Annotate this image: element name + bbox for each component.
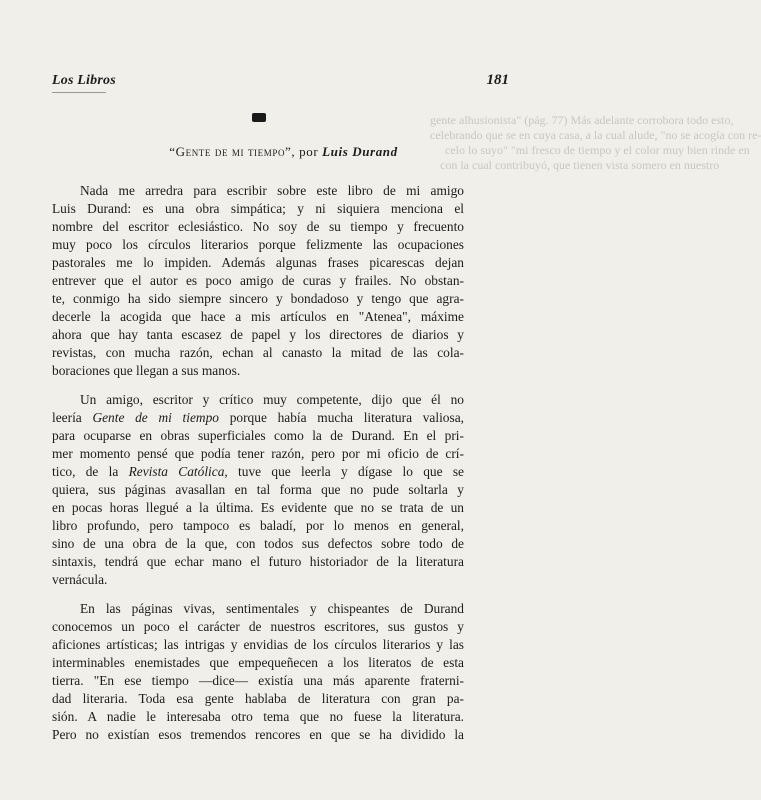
text-line: sión. A nadie le interesaba otro tema que no fuese la literatura.: [52, 709, 464, 724]
bleed-through-text: celebrando que se en cuya casa, a la cual alude, "no se acogía con re-: [430, 128, 761, 142]
text-line: interminables enemistades que empequeñecen a los literatos de esta: [52, 655, 464, 670]
paragraph: [52, 391, 464, 589]
text-line: tierra. "En ese tiempo —dice— existía una más aparente fraterni-: [52, 673, 464, 688]
bleed-through-text: con la cual contribuyó, que tienen vista somero en nuestro: [440, 158, 720, 172]
page-number: 181: [486, 72, 509, 88]
text-line: libro profundo, pero tampoco es baladí, por lo menos en general,: [52, 518, 464, 533]
text-line: muy poco los círculos literarios porque felizmente las ocupaciones: [52, 237, 464, 252]
text-line: Pero no existían esos tremendos rencores en que se ha dividido la: [52, 727, 464, 742]
article-title-text: “Gente de mi tiempo”,: [169, 144, 296, 159]
text-line: revistas, con mucha razón, echan al canasto la mitad de las cola-: [52, 345, 464, 360]
text-line: entrever que el autor es poco amigo de curas y frailes. No obstan-: [52, 273, 464, 288]
text-line: sintaxis, tendrá que echar mano el futuro historiador de la literatura: [52, 554, 464, 569]
text-line: Luis Durand: es una obra simpática; y ni siquiera menciona el: [52, 201, 464, 216]
text-line: sino de una obra de la que, con todos sus defectos sobre todo de: [52, 536, 464, 551]
text-line: boraciones que llegan a sus manos.: [52, 363, 241, 378]
text-line: te, conmigo ha sido siempre sincero y bondadoso y tengo que agra-: [52, 291, 464, 306]
text-line: Un amigo, escritor y crítico muy competente, dijo que él no: [80, 392, 464, 407]
text-line: pastorales me lo impiden. Además algunas frases picarescas dejan: [52, 255, 464, 270]
article-author: Luis Durand: [322, 144, 398, 159]
italic-title: Gente de mi tiempo: [92, 410, 219, 425]
text-line: aficiones artísticas; las intrigas y envidias de los círculos literarios y las: [52, 637, 464, 652]
text-line: ahora que hay tanta escasez de papel y los directores de diarios y: [52, 327, 464, 342]
text-line: en pocas horas llegué a la última. Es evidente que no se trata de un: [52, 500, 464, 515]
text-line: mer momento pensé que podía tener razón, pero por mi oficio de crí-: [52, 446, 464, 461]
text-line: tico, de la Revista Católica, tuve que leerla y dígase lo que se: [52, 464, 464, 479]
bleed-through-text: gente alhusionista" (pág. 77) Más adelante corrobora todo esto,: [430, 113, 734, 127]
bleed-through-text: celo lo suyo" "mi fresco de tiempo y el color muy bien rinde en: [445, 143, 750, 157]
text-line: conocemos un poco el carácter de nuestros escritores, sus gustos y: [52, 619, 464, 634]
text-line: En las páginas vivas, sentimentales y chispeantes de Durand: [80, 601, 464, 616]
text-line: quiera, sus páginas avasallan en tal forma que no pude soltarla y: [52, 482, 464, 497]
article-title-por: por: [299, 144, 319, 159]
text-line: decerle la acogida que hace a mis artículos en "Atenea", máxime: [52, 309, 464, 324]
paragraph: [52, 600, 464, 744]
article-body: [52, 182, 464, 755]
text-line: dad literaria. Toda esa gente hablaba de literatura con gran pa-: [52, 691, 464, 706]
text-line: para ocuparse en obras superficiales como la de Durand. En el pri-: [52, 428, 464, 443]
running-title: Los Libros: [52, 73, 116, 88]
paragraph: [52, 182, 464, 380]
section-ornament: [252, 113, 266, 122]
text-line: nombre del escritor eclesiástico. No soy de su tiempo y frecuento: [52, 219, 464, 234]
italic-title: Revista Católica: [128, 464, 225, 479]
text-line: leería Gente de mi tiempo porque había mucha literatura valiosa,: [52, 410, 464, 425]
running-title-underline: [52, 92, 106, 93]
text-line: Nada me arredra para escribir sobre este libro de mi amigo: [80, 183, 464, 198]
text-line: vernácula.: [52, 572, 108, 587]
article-title: [0, 144, 567, 160]
